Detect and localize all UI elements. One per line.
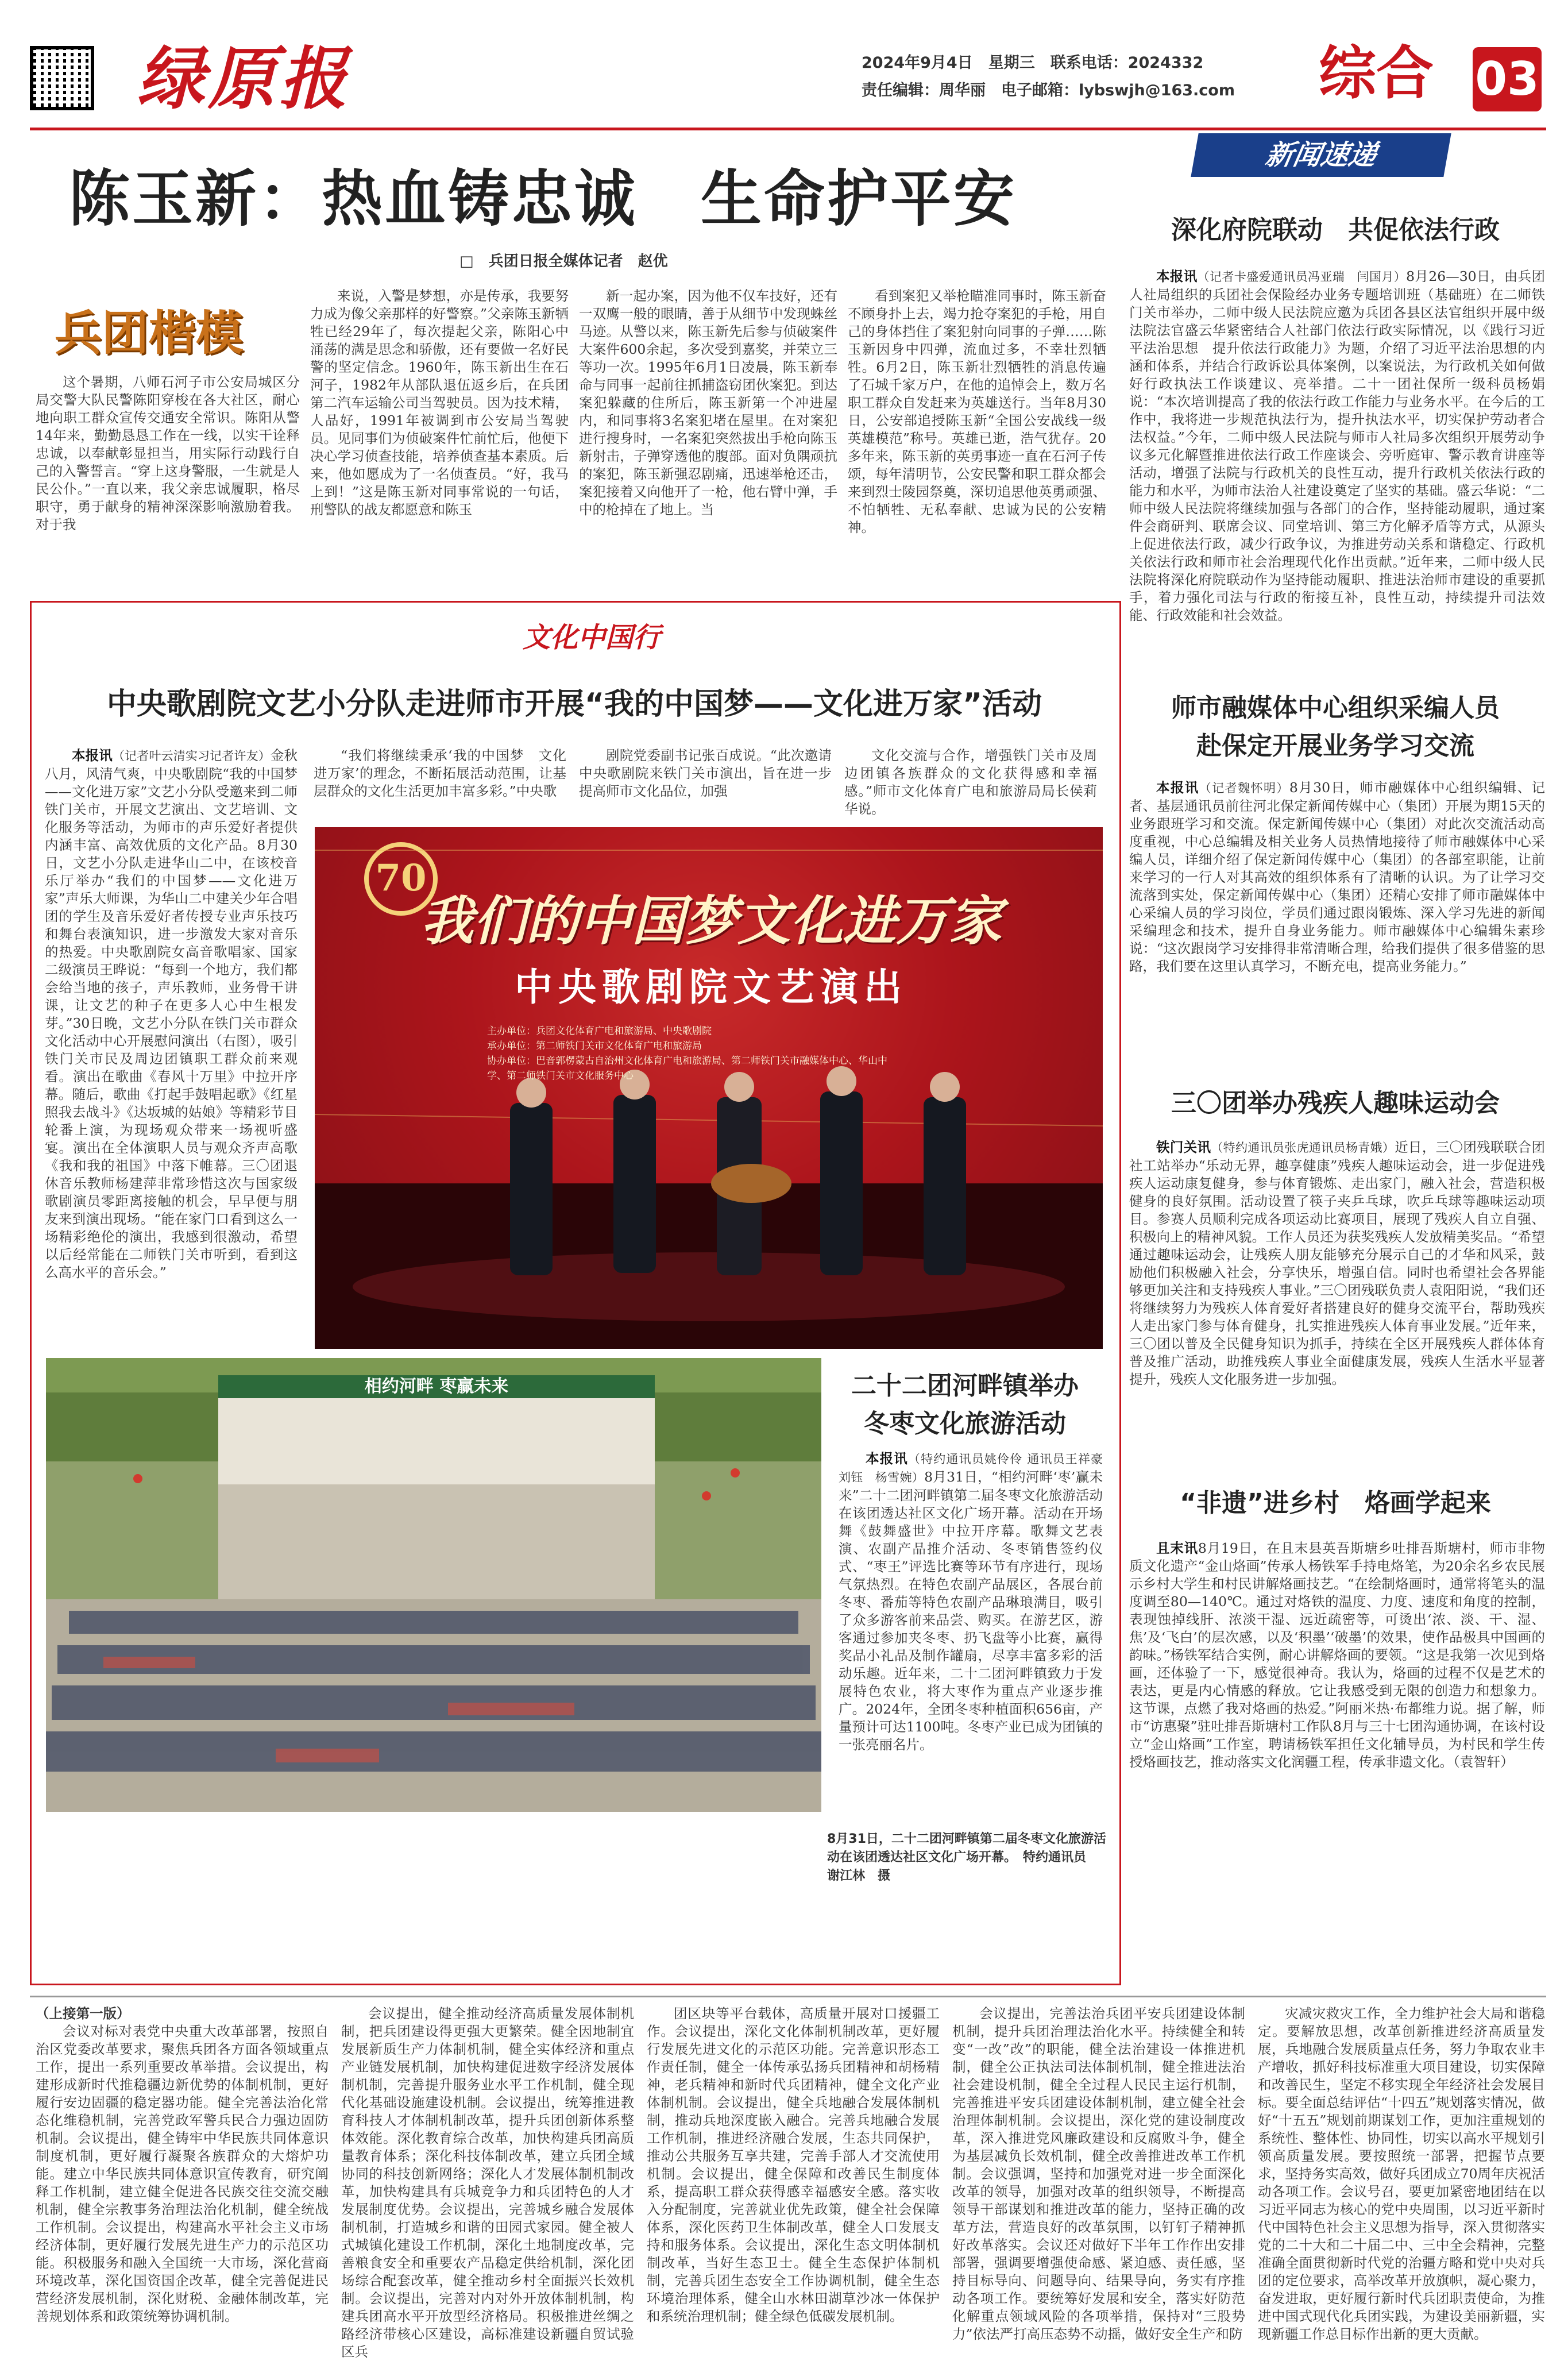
festival-banner: 相约河畔 枣赢未来 (364, 1376, 509, 1396)
phone: 联系电话：2024332 (1050, 54, 1204, 72)
stage-performance-photo (315, 827, 1103, 1349)
svg-text:70: 70 (375, 857, 427, 900)
weekday: 星期三 (988, 54, 1035, 72)
jujube-headline (827, 1367, 1103, 1443)
right-headline-2a: 师市融媒体中心组织采编人员 (1171, 693, 1500, 723)
right-headline-2b: 赴保定开展业务学习交流 (1196, 731, 1474, 761)
lead-col-3: 新一起办案，因为他不仅车技好，还有一双鹰一般的眼睛，善于从细节中发现蛛丝马迹。从警以来，陈玉新先后参与侦破案件大案件600余起，多次受到嘉奖，并荣立三等功一次。1995年6月1日凌晨，陈玉新奉命与同事一起前往抓捕盗窃团伙案犯。到达案犯躲藏的住所后，陈玉新第一个冲进屋内，和同事将3名案犯堵在屋里。在对案犯进行搜身时，一名案犯突然拔出手枪向陈玉新射击，子弹穿透他的腹部。面对负隅顽抗的案犯，陈玉新强忍剧痛，迅速举枪还击，案犯接着又向他开了一枪，他右臂中弹，手中的枪掉在了地上。当 (579, 288, 837, 518)
news-flash-label: 新闻速递 (1191, 133, 1451, 177)
paper-logo: 绿原报 (137, 38, 351, 118)
right-body-3: 铁门关讯（特约通讯员张虎通讯员杨青娥）近日，三〇团残联联合团社工站举办“乐动无界，趣享健康”残疾人趣味运动会，进一步促进残疾人运动康复健身，参与体育锻炼、走出家门，融入社会，营造积极健身的良好氛围。活动设置了筷子夹乒乓球，吹乒乓球等趣味运动项目。参赛人员顺利完成各项运动比赛项目，展现了残疾人自立自强、积极向上的精神风貌。工作人员还为获奖残疾人发放精美奖品。“希望通过趣味运动会，让残疾人朋友能够充分展示自己的才华和风采，鼓励他们积极融入社会，分享快乐，增强自信。同时也希望社会各界能够更加关注和支持残疾人事业。”三〇团残联负责人袁阳阳说，“我们还将继续努力为残疾人体育爱好者搭建良好的健身交流平台，帮助残疾人走出家门参与体育健身，扎实推进残疾人体育事业发展。”近年来，三〇团以普及全民健身知识为抓手，持续在全区开展残疾人群体体育普及推广活动，助推残疾人事业全面健康发展，残疾人生活水平显著提升，残疾人文化服务进一步加强。 (1129, 1139, 1546, 1387)
jujube-headline-1: 二十二团河畔镇举办 (851, 1371, 1079, 1401)
email: 电子邮箱：lybswjh@163.com (1001, 82, 1235, 99)
stage-credits: 主办单位：兵团文化体育广电和旅游局、中央歌剧院 承办单位：第二师铁门关市文化体育广电和旅游局 协办单位：巴音郭楞蒙古自治州文化体育广电和旅游局、第二师铁门关市融媒体中心、华山中学、第二师铁门关市文化服务中心 (487, 1025, 887, 1082)
lead-col-4: 看到案犯又举枪瞄准同事时，陈玉新奋不顾身扑上去，竭力抢夺案犯的手枪，用自己的身体挡住了案犯射向同事的子弹……陈玉新因身中四弹，流血过多，不幸壮烈牺牲。6月2日，陈玉新壮烈牺牲的消息传遍了石城千家万户，在他的追悼会上，数万名职工群众自发赶来为英雄送行。当年8月30日，公安部追授陈玉新“全国公安战线一级英雄模范”称号。英雄已逝，浩气犹存。20多年来，陈玉新的英勇事迹一直在石河子传颂，每年清明节，公安民警和职工群众都会来到烈士陵园祭奠，深切追思他英勇顽强、不怕牺牲、无私奉献、忠诚为民的公安精神。 (848, 288, 1106, 535)
right-headline-2 (1126, 689, 1545, 765)
guitar (711, 1164, 791, 1203)
right-headline-1: 深化府院联动 共促依法行政 (1171, 215, 1500, 245)
festival-scene (46, 1358, 821, 1812)
bottom-rule (30, 1996, 1546, 1997)
jujube-photo-caption: 8月31日，二十二团河畔镇第二届冬枣文化旅游活动在该团透达社区文化广场开幕。 特约通讯员 谢江林 摄 (827, 1832, 1106, 1883)
bottom-col-3: 团区块等平台载体，高质量开展对口援疆工作。会议提出，深化文化体制机制改革，更好履行发展先进文化的示范区功能。完善意识形态工作责任制，健全一体传承弘扬兵团精神和胡杨精神，老兵精神和新时代兵团精神，健全文化产业体制机制。会议提出，健全兵地融合发展体制机制，推动兵地深度嵌入融合。完善兵地融合发展工作机制，推进经济融合发展，生态共同保护，推动公共服务互享共建，完善手部人才交流使用机制。会议提出，健全保障和改善民生制度体系，提高职工群众获得感幸福感安全感。落实收入分配制度，完善就业优先政策，健全社会保障体系，深化医药卫生体制改革，健全人口发展支持和服务体系。会议提出，深化生态文明体制机制改革，当好生态卫士。健全生态保护体制机制，完善兵团生态安全工作协调机制，健全生态环境治理体系，健全山水林田湖草沙冰一体保护和系统治理机制；健全绿色低碳发展机制。 (647, 2005, 940, 2324)
stage-banner-2: 中央歌剧院文艺演出 (515, 965, 907, 1009)
bottom-col-5: 灾减灾救灾工作，全力维护社会大局和谐稳定。要解放思想，改革创新推进经济高质量发展，兵地融合发展质量点任务，努力争取农业丰产增收，抓好科技标准重大项目建设，切实保障和改善民生，坚定不移实现全年经济社会发展目标。要全面总结评估“十四五”规划落实情况，做好“十五五”规划前期谋划工作，更加注重规划的系统性、整体性、协同性，切实以高水平规划引领高质量发展。要按照统一部署，把握节点要求，坚持务实高效，做好兵团成立70周年庆祝活动各项工作。会议号召，要更加紧密地团结在以习近平同志为核心的党中央周围，以习近平新时代中国特色社会主义思想为指导，深入贯彻落实党的二十大和二十届二中、三中全会精神，完整准确全面贯彻新时代党的治疆方略和党中央对兵团的定位要求，高举改革开放旗帜，凝心聚力，奋发进取，更好履行新时代兵团职责使命，为推进中国式现代化兵团实践，为建设美丽新疆，实现新疆工作总目标作出新的更大贡献。 (1258, 2005, 1545, 2342)
culture-headline: 中央歌剧院文艺小分队走进师市开展“我的中国梦——文化进万家”活动 (106, 687, 1042, 722)
lead-col-1: 这个暑期，八师石河子市公安局城区分局交警大队民警陈阳穿梭在各大社区，耐心地向职工群众宣传交通安全常识。陈阳从警14年来，勤勤恳恳工作在一线，以实干诠释忠诚，以奉献彰显担当，用实际行动践行自己的入警誓言。“穿上这身警服，一生就是人民公仆。”一直以来，我父亲忠诚履职，格尽职守，勇于献身的精神深深影响激励着我。对于我 (36, 374, 300, 533)
masthead-rule (30, 128, 1546, 130)
jujube-festival-photo (46, 1358, 821, 1812)
right-headline-4: “非遗”进乡村 烙画学起来 (1180, 1488, 1491, 1518)
bottom-col-4: 会议提出，完善法治兵团平安兵团建设体制机制，提升兵团治理法治化水平。持续健全和转变“一改”改”的职能，健全法治建设一体推进机制，健全公正执法司法体制机制，健全推进法治社会建设机制，健全全过程人民民主运行机制，完善推进平安兵团建设体制机制，建立健全社会治理体制机制。会议提出，深化党的建设制度改革，深入推进党风廉政建设和反腐败斗争，健全为基层减负长效机制，健全改善推进改革工作机制。会议强调，坚持和加强党对进一步全面深化改革的领导，加强对改革的组织领导，不断提高领导干部谋划和推进改革的能力，坚持正确的改革方法，营造良好的改革氛围，以钉钉子精神抓好改革落实。会议还对做好下半年工作作出安排部署，强调要增强使命感、紧迫感、责任感，坚持目标导向、问题导向、结果导向，务实有序推动各项工作。要统筹好发展和安全，落实好防范化解重点领域风险的各项举措，保持对“三股势力”依法严打高压态势不动摇，做好安全生产和防 (952, 2005, 1245, 2342)
stage-banner-1: 我们的中国梦文化进万家 (420, 890, 1002, 952)
culture-logo: 文化中国行 (522, 622, 661, 654)
bottom-col-1: （上接第一版） 会议对标对表党中央重大改革部署，按照自治区党委改革要求，聚焦兵团各方面各领域重点工作，提出一系列重要改革举措。会议提出，构建形成新时代推稳疆边新优势的体制机制，更好履行安边固疆的稳定器功能。健全完善法治化常态化维稳机制，完善党政军警兵民合力强边固防机制。会议提出，健全铸牢中华民族共同体意识制度机制，更好履行凝聚各族群众的大熔炉功能。建立中华民族共同体意识宣传教育，研究阐释工作机制，建立健全促进各民族交往交流交融机制，健全宗教事务治理法治化机制，健全统战工作机制。会议提出，构建高水平社会主义市场经济体制，更好履行发展先进生产力的示范区功能。积极服务和融入全国统一大市场，深化营商环境改革，深化国资国企改革，健全完善促进民营经济发展机制，深化财税、金融体制改革，完善规划体系和政策统筹协调机制。 (36, 2005, 329, 2324)
lead-col-2: 来说，入警是梦想，亦是传承，我要努力成为像父亲那样的好警察。”父亲陈玉新牺牲已经29年了，每次提起父亲，陈阳心中涌荡的满是思念和骄傲，还有要做一名好民警的坚定信念。1960年，陈玉新出生在石河子，1982年从部队退伍返乡后，在兵团第二汽车运输公司当驾驶员。因为技术精，人品好，1991年被调到市公安局当驾驶员。见同事们为侦破案件忙前忙后，他便下决心学习侦查技能，培养侦查基本素质。后来，他如愿成为了一名侦查员。“好，我马上到！”这是陈玉新对同事常说的一句话，刑警队的战友都愿意和陈玉 (310, 288, 569, 518)
column-logo: 兵团楷模 (54, 306, 243, 361)
jujube-body: 本报讯（特约通讯员姚伶伶 通讯员王祥豪 刘钰 杨雪婉）8月31日，“相约河畔‘枣’赢未来”二十二团河畔镇第二届冬枣文化旅游活动在该团透达社区文化广场开幕。活动在开场舞《鼓舞盛世》中拉开序幕。歌舞文艺表演、农副产品推介活动、冬枣销售签约仪式、“枣王”评选比赛等环节有序进行，现场气氛热烈。在特色农副产品展区，各展台前冬枣、番茄等特色农副产品琳琅满目，吸引了众多游客前来品尝、购买。在游艺区，游客通过参加夹冬枣、扔飞盘等小比赛，赢得奖品小礼品及制作罐扇，尽享丰富多彩的活动乐趣。近年来，二十二团河畔镇致力于发展特色农业，将大枣作为重点产业逐步推广。2024年，全团冬枣种植面积656亩，产量预计可达1100吨。冬枣产业已成为团镇的一张亮丽名片。 (839, 1450, 1115, 1753)
culture-col-4: 文化交流与合作，增强铁门关市及周边团镇各族群众的文化获得感和幸福感。”师市文化体育广电和旅游局局长侯莉华说。 (844, 747, 1097, 817)
masthead-info (862, 49, 1298, 105)
section-name: 综合 (1319, 40, 1434, 107)
culture-col-3: 剧院党委副书记张百成说。“此次邀请中央歌剧院来铁门关市演出，旨在进一步提高师市文化品位，加强 (579, 747, 832, 799)
page-number: 03 (1473, 47, 1542, 111)
date: 2024年9月4日 (862, 54, 973, 72)
right-body-2: 本报讯（记者魏怀明）8月30日，师市融媒体中心组织编辑、记者、基层通讯员前往河北保定新闻传媒中心（集团）开展为期15天的业务跟班学习和交流。保定新闻传媒中心（集团）对此次交流活动高度重视，中心总编辑及相关业务人员热情地接待了师市融媒体中心采编人员，详细介绍了保定新闻传媒中心（集团）的各部室职能，让前来学习的一行人对其高效的组织体系有了清晰的认识。为了让学习交流落到实处，保定新闻传媒中心（集团）还精心安排了师市融媒体中心采编人员的学习岗位，学员们通过跟岗锻炼、深入学习先进的新闻采编理念和技术，提升自身业务能力。师市融媒体中心编辑朱素珍说：“这次跟岗学习安排得非常清晰合理，给我们提供了很多借鉴的思路，我们要在这里认真学习，不断充电，提高业务能力。” (1129, 780, 1546, 974)
right-headline-3: 三〇团举办残疾人趣味运动会 (1171, 1089, 1500, 1118)
bottom-col-2: 会议提出，健全推动经济高质量发展体制机制，把兵团建设得更强大更繁荣。健全因地制宜发展新质生产力体制机制，健全实体经济和重点产业链发展机制，加快构建促进数字经济发展体制机制，完善提升服务业水平工作机制，健全现代化基础设施建设机制。会议提出，统筹推进教育科技人才体制机制改革，提升兵团创新体系整体效能。深化教育综合改革，加快构建兵团高质量教育体系；深化科技体制改革，建立兵团全域协同的科技创新网络；深化人才发展体制机制改革，加快构建具有兵城竞争力和兵团特色的人才发展制度优势。会议提出，完善城乡融合发展体制机制，打造城乡和谐的田园式家园。健全被人式城镇化建设工作机制，深化土地制度改革，完善粮食安全和重要农产品稳定供给机制，深化团场综合配套改革，健全推动乡村全面振兴长效机制。会议提出，完善对内对外开放体制机制，构建兵团高水平开放型经济格局。积极推进丝绸之路经济带核心区建设，高标准建设新疆自贸试验区兵 (341, 2005, 634, 2360)
lead-headline: 陈玉新：热血铸忠诚 生命护平安 (69, 164, 1017, 234)
qr-code (30, 46, 94, 110)
continued-label: （上接第一版） (36, 2005, 130, 2021)
culture-col-2: “我们将继续秉承‘我的中国梦 文化进万家’的理念，不断拓展活动范围，让基层群众的文化生活更加丰富多彩。”中央歌 (314, 747, 566, 799)
right-body-1: 本报讯（记者卡盛爱通讯员冯亚瑞 闫国月）8月26—30日，由兵团人社局组织的兵团社会保险经办业务专题培训班（基础班）在二师铁门关市举办，二师中级人民法院应邀为兵团各县区法官组织开展中级法院法官盛云华紧密结合人社部门依法行政实际情况，以《践行习近平法治思想 提升依法行政能力》为题，介绍了习近平法治思想的内涵和体系，并结合行政诉讼具体案例，以案说法，为行政机关如何做好行政执法工作谈建议、亮举措。二十一团社保所一级科员杨娟说：“本次培训提高了我的依法行政工作能力与业务水平。在今后的工作中，我将进一步规范执法行为，提升执法水平，切实保护劳动者合法权益。”今年，二师中级人民法院与师市人社局多次组织开展劳动争议多元化解暨推进依法行政工作座谈会、旁听庭审、警示教育讲座等活动，增强了法院与行政机关的良性互动，提升行政机关依法行政的能力和水平，为师市法治人社建设奠定了坚实的基础。盛云华说：“二师中级人民法院将继续加强与各部门的合作，坚持能动履职，通过案件会商研判、联席会议、同堂培训、第三方化解矛盾等方式，从源头上促进依法行政，减少行政争议，为推进劳动关系和谐稳定、行政机关依法行政和师市社会治理现代化作出贡献。”近年来，二师中级人民法院将深化府院联动作为坚持能动履职、推进法治师市建设的重要抓手，着力强化司法与行政的衔接互补，良性互动，持续提升司法效能、行政效能和社会效益。 (1129, 268, 1546, 623)
right-body-4: 且末讯8月19日，在且末县英吾斯塘乡吐排吾斯塘村，师市非物质文化遗产“金山烙画”传承人杨铁军手持电烙笔，为20余名乡农民展示乡村大学生和村民讲解烙画技艺。“在绘制烙画时，通常将笔头的温度调至80—140℃。通过对烙铁的温度、力度、速度和角度的控制，表现蚀掉线肝、浓淡干湿、远近疏密等，可烫出‘浓、淡、干、湿、焦’及‘飞白’的层次感，以及‘积墨’‘破墨’的效果，使作品极具中国画的韵味。”杨铁军结合实例，耐心讲解烙画的要领。“这是我第一次见到烙画，还体验了一下，感觉很神奇。我认为，烙画的过程不仅是艺术的表达，更是内心情感的释放。它让我感受到无限的创造力和想象力。这节课，点燃了我对烙画的热爱。”阿丽米热·布都维力说。据了解，师市“访惠聚”驻吐排吾斯塘村工作队8月与三十七团沟通协调，在该村设立“金山烙画”工作室，聘请杨铁军担任文化辅导员，为村民和学生传授烙画技艺，推动落实文化润疆工程，传承非遗文化。（袁智轩） (1129, 1540, 1546, 1770)
jujube-headline-2: 冬枣文化旅游活动 (864, 1409, 1066, 1438)
lead-byline: □ 兵团日报全媒体记者 赵优 (459, 253, 668, 270)
editor: 责任编辑：周华丽 (862, 82, 986, 99)
culture-col-1: 本报讯（记者叶云清实习记者许友）金秋八月，风清气爽，中央歌剧院“我的中国梦——文化进万家”文艺小分队受邀来到二师铁门关市，开展文艺演出、文艺培训、文化服务等活动，为师市的声乐爱好者提供内涵丰富、高效优质的文化产品。8月30日，文艺小分队走进华山二中，在该校音乐厅举办“我们的中国梦——文化进万家”声乐大师课，为华山二中建关少年合唱团的学生及音乐爱好者传授专业声乐技巧和舞台表演知识，进一步激发大家对音乐的热爱。中央歌剧院女高音歌唱家、国家二级演员王晔说：“每到一个地方，我们都会给当地的孩子，声乐教师，业务骨干讲课，让文艺的种子在更多人心中生根发芽。”30日晚，文艺小分队在铁门关市群众文化活动中心开展慰问演出（右图），吸引铁门关市民及周边团镇职工群众前来观看。演出在歌曲《春风十万里》中拉开序幕。随后，歌曲《打起手鼓唱起歌》《红星照我去战斗》《达坂城的姑娘》等精彩节目轮番上演，为现场观众带来一场视听盛宴。演出在全体演职人员与观众齐声高歌《我和我的祖国》中落下帷幕。三〇团退休音乐教师杨建萍非常珍惜这次与国家级歌剧演员零距离接触的机会，早早便与朋友来到演出现场。“能在家门口看到这么一场精彩绝伦的演出，我感到很激动，希望以后经常能在二师铁门关市听到，看到这么高水平的音乐会。” (45, 747, 298, 1280)
